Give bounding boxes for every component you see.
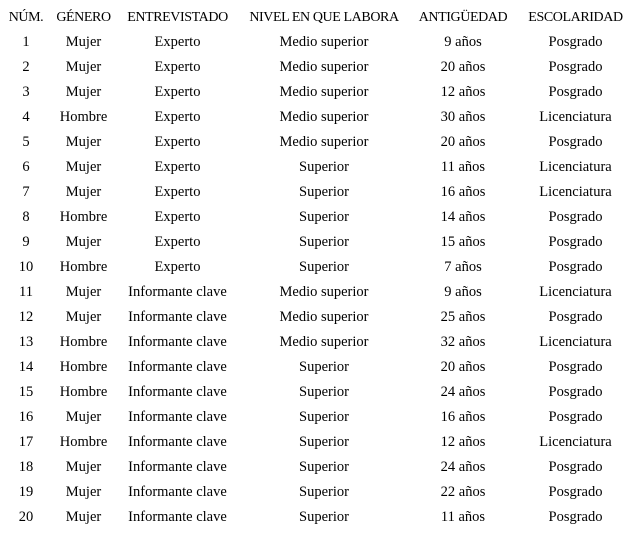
cell-entrevistado: Experto (154, 184, 201, 200)
table-row (0, 455, 633, 480)
table-row (0, 430, 633, 455)
cell-nivel: Medio superior (279, 334, 369, 350)
cell-genero: Mujer (65, 309, 102, 325)
cell-entrevistado: Informante clave (128, 309, 227, 325)
cell-escolaridad: Posgrado (548, 134, 603, 150)
cell-antiguedad: 7 años (444, 259, 482, 275)
table-row (0, 305, 633, 330)
cell-entrevistado: Experto (154, 134, 201, 150)
header-genero: GÉNERO (56, 9, 111, 25)
table-row (0, 155, 633, 180)
cell-escolaridad: Posgrado (548, 459, 603, 475)
cell-entrevistado: Experto (154, 259, 201, 275)
cell-genero: Hombre (59, 359, 108, 375)
cell-escolaridad: Posgrado (548, 409, 603, 425)
cell-antiguedad: 22 años (440, 484, 486, 500)
cell-escolaridad: Licenciatura (539, 184, 612, 200)
cell-nivel: Superior (299, 509, 349, 525)
cell-num: 14 (18, 359, 34, 375)
cell-nivel: Superior (299, 159, 349, 175)
table-row (0, 80, 633, 105)
cell-escolaridad: Licenciatura (539, 284, 612, 300)
cell-nivel: Superior (299, 484, 349, 500)
cell-genero: Mujer (65, 509, 102, 525)
cell-antiguedad: 12 años (440, 434, 486, 450)
cell-nivel: Superior (299, 384, 349, 400)
cell-genero: Mujer (65, 134, 102, 150)
cell-antiguedad: 32 años (440, 334, 486, 350)
cell-num: 19 (18, 484, 34, 500)
cell-antiguedad: 9 años (444, 284, 482, 300)
cell-nivel: Superior (299, 359, 349, 375)
cell-antiguedad: 11 años (440, 509, 486, 525)
cell-num: 5 (22, 134, 30, 150)
cell-antiguedad: 24 años (440, 459, 486, 475)
cell-num: 1 (22, 34, 30, 50)
cell-escolaridad: Licenciatura (539, 109, 612, 125)
table-row (0, 280, 633, 305)
cell-entrevistado: Informante clave (128, 484, 227, 500)
cell-entrevistado: Informante clave (128, 334, 227, 350)
header-antiguedad: ANTIGÜEDAD (418, 9, 508, 25)
cell-antiguedad: 11 años (440, 159, 486, 175)
cell-entrevistado: Experto (154, 159, 201, 175)
cell-entrevistado: Experto (154, 234, 201, 250)
cell-genero: Mujer (65, 159, 102, 175)
table-row (0, 380, 633, 405)
cell-genero: Hombre (59, 434, 108, 450)
cell-num: 18 (18, 459, 34, 475)
cell-nivel: Medio superior (279, 309, 369, 325)
cell-escolaridad: Licenciatura (539, 334, 612, 350)
table-row (0, 130, 633, 155)
cell-escolaridad: Posgrado (548, 259, 603, 275)
header-escolaridad: ESCOLARIDAD (528, 9, 623, 25)
cell-num: 11 (19, 284, 33, 300)
cell-nivel: Medio superior (279, 284, 369, 300)
table-row (0, 480, 633, 505)
cell-num: 16 (18, 409, 34, 425)
cell-num: 4 (22, 109, 30, 125)
cell-num: 6 (22, 159, 30, 175)
table-row (0, 230, 633, 255)
cell-escolaridad: Posgrado (548, 509, 603, 525)
cell-entrevistado: Informante clave (128, 409, 227, 425)
table-row (0, 55, 633, 80)
table-row (0, 405, 633, 430)
cell-genero: Mujer (65, 34, 102, 50)
cell-escolaridad: Posgrado (548, 34, 603, 50)
cell-antiguedad: 15 años (440, 234, 486, 250)
cell-antiguedad: 25 años (440, 309, 486, 325)
cell-entrevistado: Informante clave (128, 359, 227, 375)
table-row (0, 205, 633, 230)
cell-genero: Hombre (59, 209, 108, 225)
cell-genero: Mujer (65, 284, 102, 300)
cell-nivel: Superior (299, 459, 349, 475)
cell-entrevistado: Experto (154, 84, 201, 100)
cell-num: 12 (18, 309, 34, 325)
cell-entrevistado: Informante clave (128, 434, 227, 450)
table-row (0, 30, 633, 55)
table-row (0, 255, 633, 280)
cell-antiguedad: 16 años (440, 409, 486, 425)
cell-nivel: Superior (299, 409, 349, 425)
cell-nivel: Superior (299, 184, 349, 200)
cell-antiguedad: 20 años (440, 359, 486, 375)
table-body (0, 30, 633, 530)
cell-num: 20 (18, 509, 34, 525)
participants-table (0, 5, 633, 530)
table-row (0, 105, 633, 130)
cell-escolaridad: Posgrado (548, 59, 603, 75)
cell-num: 15 (18, 384, 34, 400)
cell-num: 13 (18, 334, 34, 350)
cell-antiguedad: 30 años (440, 109, 486, 125)
cell-genero: Mujer (65, 234, 102, 250)
cell-antiguedad: 20 años (440, 59, 486, 75)
cell-genero: Mujer (65, 459, 102, 475)
cell-escolaridad: Posgrado (548, 234, 603, 250)
table-row (0, 180, 633, 205)
cell-nivel: Medio superior (279, 59, 369, 75)
cell-entrevistado: Informante clave (128, 284, 227, 300)
cell-entrevistado: Experto (154, 59, 201, 75)
cell-genero: Mujer (65, 184, 102, 200)
table-row (0, 505, 633, 530)
cell-antiguedad: 16 años (440, 184, 486, 200)
cell-escolaridad: Posgrado (548, 359, 603, 375)
cell-num: 10 (18, 259, 34, 275)
cell-nivel: Medio superior (279, 84, 369, 100)
cell-num: 7 (22, 184, 30, 200)
cell-num: 17 (18, 434, 34, 450)
header-row (0, 5, 633, 30)
cell-entrevistado: Informante clave (128, 459, 227, 475)
cell-antiguedad: 9 años (444, 34, 482, 50)
cell-genero: Hombre (59, 259, 108, 275)
cell-genero: Hombre (59, 109, 108, 125)
header-num: NÚM. (8, 9, 44, 25)
cell-nivel: Superior (299, 434, 349, 450)
cell-genero: Hombre (59, 384, 108, 400)
header-nivel: NIVEL EN QUE LABORA (249, 9, 399, 25)
cell-escolaridad: Licenciatura (539, 434, 612, 450)
cell-num: 9 (22, 234, 30, 250)
cell-entrevistado: Informante clave (128, 509, 227, 525)
cell-nivel: Superior (299, 259, 349, 275)
table-row (0, 330, 633, 355)
cell-num: 3 (22, 84, 30, 100)
cell-nivel: Superior (299, 209, 349, 225)
cell-nivel: Medio superior (279, 109, 369, 125)
cell-escolaridad: Licenciatura (539, 159, 612, 175)
cell-entrevistado: Experto (154, 209, 201, 225)
cell-nivel: Superior (299, 234, 349, 250)
cell-antiguedad: 12 años (440, 84, 486, 100)
cell-escolaridad: Posgrado (548, 484, 603, 500)
cell-antiguedad: 14 años (440, 209, 486, 225)
cell-escolaridad: Posgrado (548, 209, 603, 225)
table-row (0, 355, 633, 380)
cell-num: 8 (22, 209, 30, 225)
cell-genero: Mujer (65, 484, 102, 500)
cell-nivel: Medio superior (279, 34, 369, 50)
cell-escolaridad: Posgrado (548, 309, 603, 325)
cell-escolaridad: Posgrado (548, 84, 603, 100)
cell-antiguedad: 24 años (440, 384, 486, 400)
cell-entrevistado: Experto (154, 34, 201, 50)
cell-escolaridad: Posgrado (548, 384, 603, 400)
cell-genero: Mujer (65, 59, 102, 75)
cell-antiguedad: 20 años (440, 134, 486, 150)
cell-num: 2 (22, 59, 30, 75)
cell-genero: Mujer (65, 409, 102, 425)
cell-nivel: Medio superior (279, 134, 369, 150)
header-entrevistado: ENTREVISTADO (127, 9, 228, 25)
cell-genero: Hombre (59, 334, 108, 350)
cell-entrevistado: Informante clave (128, 384, 227, 400)
cell-genero: Mujer (65, 84, 102, 100)
cell-entrevistado: Experto (154, 109, 201, 125)
